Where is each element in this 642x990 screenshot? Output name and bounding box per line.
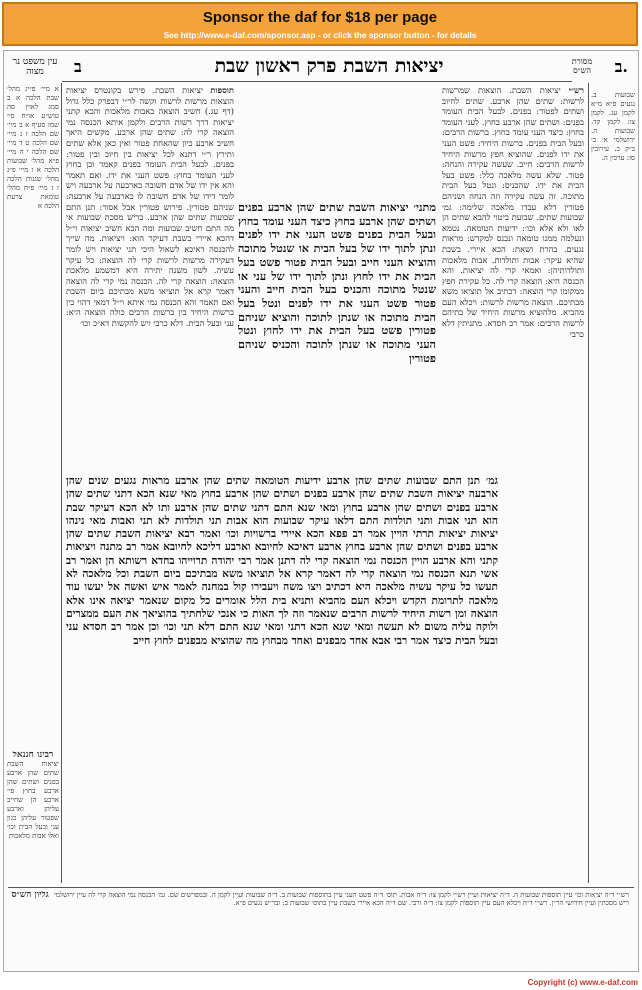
rashi-text — [442, 85, 584, 339]
gemara-mishnah — [238, 201, 436, 365]
rabenu-chananel-text: יציאות השבת שתים שהן ארבע בפנים ושתים שהן ארבע בחוץ פי׳ ארבע הן שחייב עליהן וארבע שפטור עליהן כגון עני ובעל הבית וכו׳ ואלו אבות מלאכות — [7, 760, 59, 840]
rashi-column — [442, 85, 584, 867]
tosafot-column — [66, 85, 234, 475]
gilyon-hashas-title: גליון הש״ס — [11, 891, 49, 900]
sponsor-title[interactable]: Sponsor the daf for $18 per page — [202, 9, 438, 26]
gilyon-hashas-label — [10, 891, 50, 957]
footer-rule — [8, 887, 634, 888]
rashi-label: רש״י — [568, 85, 584, 95]
gilyon-hashas-text: רש״י ד״ה יציאות וכו׳ עיין תוספות שבועות ה. ד״ה יציאות ועיין רש״י לקמן צו: ד״ה אבות. תוס׳ ד״ה פשט העני עיין בתוספות שבועות ב. ד״ה שבועות ועיין לקמן ה. ובמפרשים שם. גמ׳ הכנסה נמי הוצאה קרי לה עיין ירושלמי ריש מסכתין ועיין חידושי הר״ן. רש״י ד״ה ויכלא העם עיין תוספות לקמן צו: ד״ה ורבי. שם ד״ה הכא איירי בשבת עיין בתוס׳ שבועות ב: ובר״ש נגעים פ״א. — [54, 891, 629, 908]
tosafot-body: יציאות השבת. פירש בקונטרס יציאות הוצאות מרשות לרשות וקשה לר״י דבפרק כלל גדול (דף עג.) חשיב הוצאה באבות מלאכות והכא קתני יציאות דרך רשות הרבים ולקמן איתא הכנסה נמי הוצאה קרי לה: שתים שהן ארבע. מקשים היאך חשיב ארבע כיון שהאחת פטור ואין כאן אלא שתים ותירץ ר״י דתנא לכל יציאות בין חיוב ובין פטור: בפנים. לבעל הבית העומד בפנים קאמר וכן בחוץ לעני העומד בחוץ: פשט העני את ידו. ואם תאמר והא אין ידו של אדם חשובה כארבעה על ארבעה ויש לומר דידו של אדם חשובה לו כארבעה על ארבעה: שניהם פטורין. פירוש פטורין אבל אסור: תנן התם שבועות שתים שהן ארבע. בריש מסכת שבועות אי מה התם חשיב שבועות ומה הכא חשיב יציאות וי״ל דהכא איירי בשבת דעיקר הוא: ויציאות. מה שייך להכנסה דאיכא לשאול היכי תני יציאות ויש לומר דעקירה מרשות לרשות קרי לה הוצאה: כל עיקר עשיה. לשון משנה יתירה היא דמשמע מלאכת הוצאה: הוצאה קרי לה. הכנסה נמי קרי לה הוצאה דאמר קרא אל תוציאו משא מבתיכם ביום השבת ואם תאמר והא הכנסה נמי איתא וי״ל דמאי דהוי בין ברשות היחיד בין ברשות הרבים כולה הוצאה היא: עני ובעל הבית. דלא כרבי ויש להקשות דא״כ וכו׳ — [66, 85, 234, 329]
header-rule — [62, 81, 572, 82]
tosafot-label: תוספות — [210, 85, 234, 95]
page-header — [4, 55, 638, 81]
page-title: יציאות השבת פרק ראשון שבת — [214, 55, 444, 77]
ein-mishpat-column — [7, 85, 59, 665]
left-margin-rule — [61, 83, 62, 883]
mesoret-heading: מסורת הש״ס — [571, 57, 593, 75]
copyright-notice[interactable]: Copyright (c) www.e-daf.com — [527, 978, 638, 987]
right-margin-rule — [588, 83, 589, 883]
rabenu-chananel-column — [7, 751, 59, 881]
tosafot-text — [66, 85, 234, 329]
talmud-page — [3, 50, 639, 972]
folio-number: ב — [74, 57, 82, 76]
sponsor-banner[interactable] — [2, 2, 638, 46]
gemara-label: גמ׳ — [485, 475, 498, 487]
ein-mishpat-heading: עין משפט נר מצוה — [12, 57, 58, 77]
rabenu-chananel-label: רבינו חננאל — [12, 751, 54, 760]
folio-label: ב. — [614, 57, 628, 76]
mesoret-hashas-column — [591, 91, 635, 871]
rashi-body: יציאות השבת. הוצאות שמרשות לרשות: שתים שהן ארבע. שתים לחיוב ושתים לפטור: בפנים. לבעל הבית העומד בפנים: ושתים שהן ארבע בחוץ. לעני העומד בחוץ: כיצד העני עומד בחוץ. ברשות הרבים: ובעל הבית בפנים. ברשות היחיד: פשט העני את ידו לפנים. שהוציא חפץ מרשות היחיד לרשות הרבים: חייב. שעשה עקירה והנחה: פטור. שלא עשה מלאכה כלל: פשט בעל הבית את ידו. שהכניס: ונטל בעל הבית מתוכה. זה עשה עקירה וזה הנחה ושניהם פטורין דלא עבדו מלאכה שלימה: גמ׳ שבועות שתים. שבועת ביטוי להבא שתים הן לאו ולא אלא וכו׳: ידיעות הטומאה. נטמא ונעלמה ממנו טומאה ונכנס למקדש: מראות נגעים. בהרת ושאת: הכא איירי. בשבת שהיא עיקר: אבות ותולדות. אבות מלאכות ותולדותיהן: ואמאי קרי לה יציאות. והא הכנסה היא: הוצאה קרי לה. כל עקירת חפץ ממקומו קרי הוצאה: דכתיב אל תוציאו משא מבתיכם. הוצאה מרשות לרשות: ויכלא העם מהביא. מלהוציא מרשות היחיד של בתיהם לרשות הרבים: אמר רב חסדא. מתניתין דלא כרבי — [442, 85, 584, 339]
ein-mishpat-text: א מיי׳ פ״יג מהל׳ שבת הלכה א ב סמג לאוין סה טוש״ע או״ח סי׳ שמז סעיף א ב מיי׳ שם הלכה ז ג מיי׳ שם הלכה ט ד מיי׳ שם הלכה י ה מיי׳ פ״א מהל׳ שבועות הלכה א ו מיי׳ פ״ג מהל׳ שגגות הלכה ז ז מיי׳ פ״ח מהל׳ טומאת צרעת הלכה א — [7, 85, 59, 210]
mesoret-hashas-text: שבועות ב. נגעים פ״א מ״א לקמן עג. לקמן צו: לקמן קד. שבועות ה. ירושלמי א׳ ב׳ ב״ק ב. עירובין סז: ערכין ה. — [591, 91, 635, 162]
gemara-text — [66, 475, 498, 648]
gemara-upper — [238, 201, 436, 471]
gemara-lower — [66, 475, 498, 867]
mishnah-text: יציאות השבת שתים שהן ארבע בפנים ושתים שהן ארבע בחוץ כיצד העני עומד בחוץ ובעל הבית בפנים פשט העני את ידו לפנים ונתן לתוך ידו של בעל הבית או שנטל מתוכה והוציא העני חייב ובעל הבית פטור פשט בעל הבית את ידו לחוץ ונתן לתוך ידו של עני או שנטל מתוכה והכניס בעל הבית חייב והעני פטור פשט העני את ידו לפנים ונטל בעל הבית מתוכה או שנתן לתוכה והוציא שניהם פטורין פשט בעל הבית את ידו לחוץ ונטל העני מתוכה או שנתן לתוכה והכניס שניהם פטורין — [238, 201, 436, 365]
sponsor-subtitle[interactable]: See http://www.e-daf.com/sponsor.asp - or click the sponsor button - for details — [163, 30, 477, 40]
gemara-body: תנן התם שבועות שתים שהן ארבע ידיעות הטומאה שתים שהן ארבע מראות נגעים שנים שהן ארבעה יציאות השבת שתים שהן ארבע בפנים ושתים שהן ארבע בחוץ מאי שנא הכא דתני שתים שהן ארבע בפנים ושתים שהן ארבע בחוץ ומאי שנא התם דתני שתים שהן ארבע ותו לא הכא דעיקר שבת הוא תני אבות ותני תולדות התם דלאו עיקר שבועות הוא אבות תני תולדות לא תני ואבות מאי נינהו יציאות יציאות תרתי הויין אמר רב פפא הכא איירי ברשויות וכו׳ ואמר רבא יציאות השבת שתים שהן ארבע בפנים ושתים שהן ארבע בחוץ ארבע דאיכא לחיובא וארבע דליכא לחיובא אמר רב מתנה ויציאות קתני והא ארבע הויין הכנסה נמי הוצאה קרי לה דתנן אמר רבי יהודה תרוייהו בחדא רשותא הן ואמר רב אשי תנא הכנסה נמי הוצאה קרי לה דאמר קרא אל תוציאו משא מבתיכם ביום השבת וכל מלאכה לא תעשו כל עיקר עשיה מלאכה היא דכתיב ויצו משה ויעבירו קול במחנה לאמר איש ואשה אל יעשו עוד מלאכה לתרומת הקדש ויכלא העם מהביא ותניא בית הלל אומרים כל מקום שנאמר יציאה אינו אלא הוצאה ומן רשות היחיד לרשות הרבים שנאמר וזה לך האות כי אנכי שלחתיך בהוציאך את העם ממצרים ולוקה עליה משום לא תעשה ומאי שנא הכא דתני ומאי שנא התם דלא תני וכו׳ וכן אמר רב חסדא עני ובעל הבית כיצד אמר רבי אבא אחד מבפנים ואחד מבחוץ מה שהוציא מבפנים לחוץ חייב — [66, 475, 498, 647]
mishnah-label: מתני׳ — [413, 201, 436, 214]
gilyon-hashas-notes — [54, 891, 629, 957]
